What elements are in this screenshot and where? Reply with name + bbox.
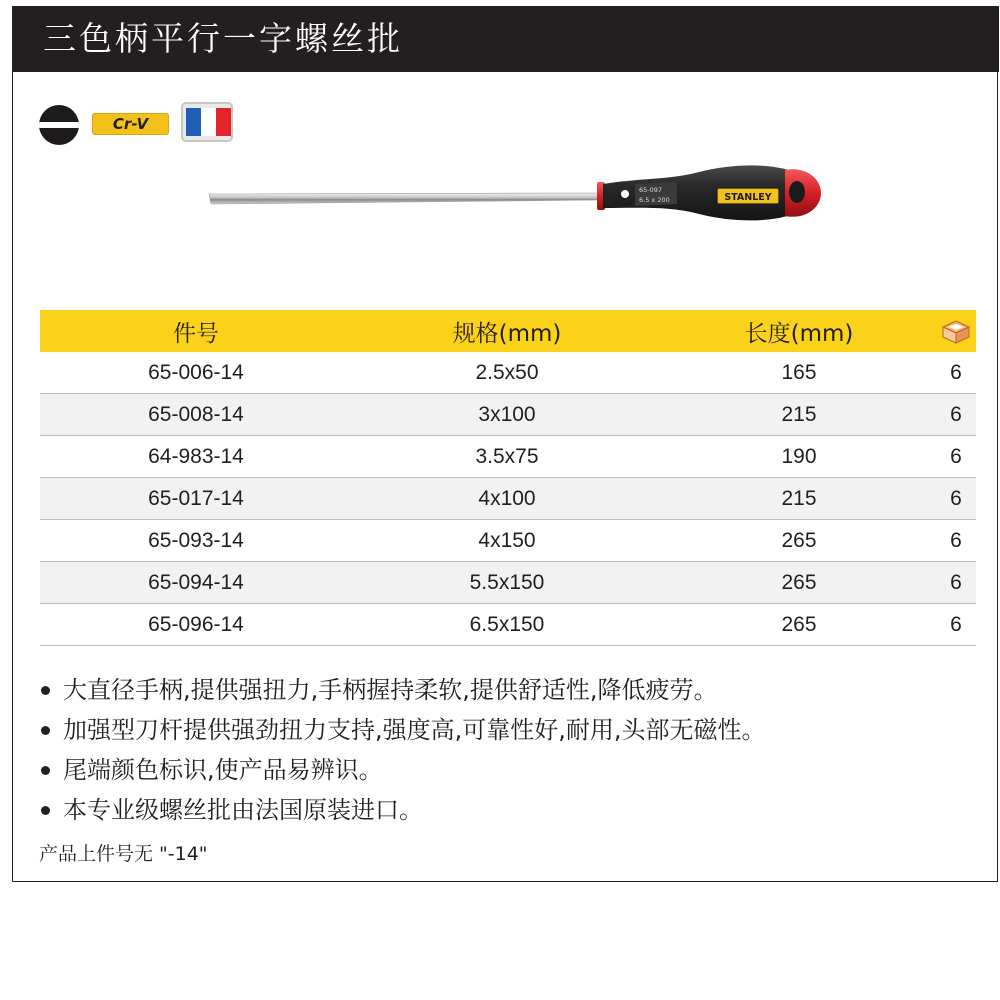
cell-length: 265 (662, 562, 936, 604)
header-part-no: 件号 (40, 310, 352, 352)
cell-spec: 5.5x150 (352, 562, 662, 604)
header-length: 长度(mm) (662, 310, 936, 352)
cell-spec: 2.5x50 (352, 352, 662, 394)
material-badge (92, 113, 169, 135)
feature-item: 尾端颜色标识,使产品易辨识。 (39, 750, 766, 790)
cell-qty: 6 (936, 478, 976, 520)
cell-length: 165 (662, 352, 936, 394)
box-icon (939, 317, 973, 345)
cell-length: 190 (662, 436, 936, 478)
cell-length: 265 (662, 520, 936, 562)
cell-part-no: 65-094-14 (40, 562, 352, 604)
table-row (40, 394, 976, 436)
slotted-tip-icon (39, 105, 79, 145)
cell-spec: 4x100 (352, 478, 662, 520)
header-pack (936, 310, 976, 352)
cell-qty: 6 (936, 436, 976, 478)
france-flag-icon (181, 102, 233, 142)
cell-length: 215 (662, 478, 936, 520)
screwdriver-shaft (209, 193, 599, 204)
title-bar (13, 6, 999, 72)
cell-length: 215 (662, 394, 936, 436)
cell-part-no: 65-008-14 (40, 394, 352, 436)
table-row (40, 604, 976, 646)
cell-spec: 4x150 (352, 520, 662, 562)
cell-length: 265 (662, 604, 936, 646)
cell-part-no: 65-096-14 (40, 604, 352, 646)
feature-list (39, 670, 766, 830)
cell-qty: 6 (936, 520, 976, 562)
table-row (40, 520, 976, 562)
table-row (40, 436, 976, 478)
spec-table (40, 310, 976, 646)
hang-hole (789, 181, 805, 203)
cell-part-no: 65-093-14 (40, 520, 352, 562)
table-row (40, 478, 976, 520)
cell-spec: 6.5x150 (352, 604, 662, 646)
part-number-note: 产品上件号无 "-14" (39, 843, 208, 865)
feature-item: 本专业级螺丝批由法国原装进口。 (39, 790, 766, 830)
cell-qty: 6 (936, 352, 976, 394)
cell-spec: 3.5x75 (352, 436, 662, 478)
table-header-row (40, 310, 976, 352)
material-label: Cr-V (112, 115, 149, 133)
cell-qty: 6 (936, 604, 976, 646)
product-card (12, 6, 998, 882)
cell-qty: 6 (936, 562, 976, 604)
cell-spec: 3x100 (352, 394, 662, 436)
handle-size-text: 6.5 x 200 (639, 196, 670, 204)
feature-item: 大直径手柄,提供强扭力,手柄握持柔软,提供舒适性,降低疲劳。 (39, 670, 766, 710)
handle-model-text: 65-097 (639, 186, 663, 194)
cell-part-no: 65-006-14 (40, 352, 352, 394)
header-spec: 规格(mm) (352, 310, 662, 352)
page-title: 三色柄平行一字螺丝批 (43, 19, 403, 58)
cell-qty: 6 (936, 394, 976, 436)
table-row (40, 352, 976, 394)
brand-text: STANLEY (724, 192, 772, 203)
cell-part-no: 65-017-14 (40, 478, 352, 520)
screwdriver-image (199, 160, 829, 226)
table-row (40, 562, 976, 604)
feature-item: 加强型刀杆提供强劲扭力支持,强度高,可靠性好,耐用,头部无磁性。 (39, 710, 766, 750)
cell-part-no: 64-983-14 (40, 436, 352, 478)
